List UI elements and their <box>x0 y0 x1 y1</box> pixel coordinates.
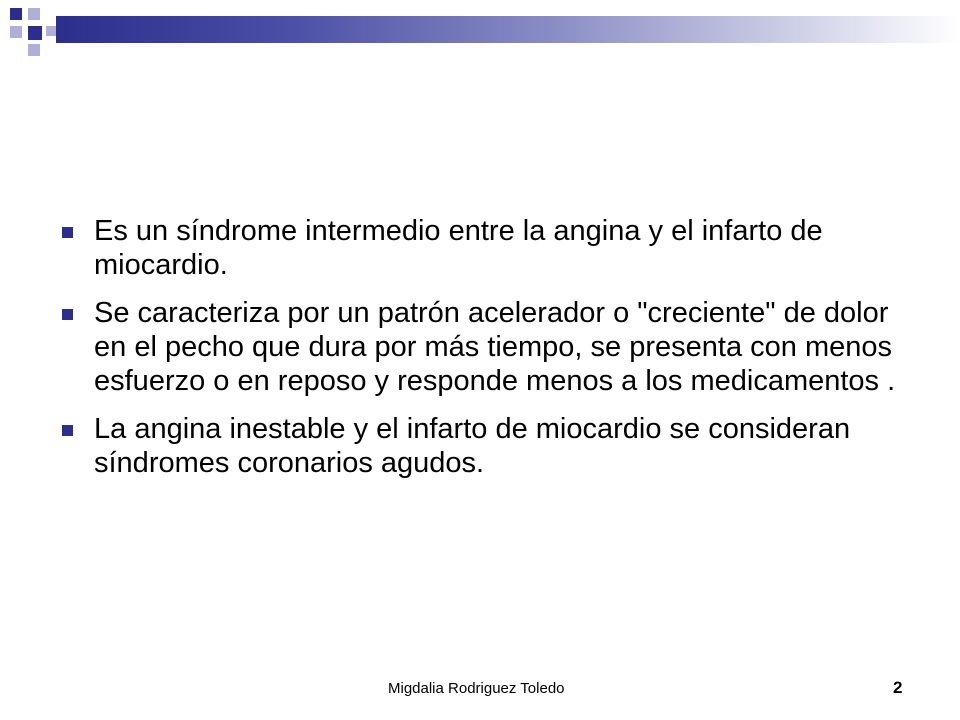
deco-square <box>28 26 42 40</box>
deco-square <box>10 26 22 38</box>
slide-content <box>60 214 920 494</box>
bullet-text: La angina inestable y el infarto de miocardio se consideran síndromes coronarios agudos. <box>94 413 851 479</box>
square-bullet-icon <box>62 309 73 320</box>
deco-square <box>28 8 40 20</box>
square-bullet-icon <box>62 425 73 436</box>
square-bullet-icon <box>62 227 73 238</box>
deco-square <box>28 44 40 56</box>
list-item <box>60 214 920 282</box>
deco-square <box>10 8 22 20</box>
page-number: 2 <box>893 678 903 697</box>
deco-square <box>46 26 56 36</box>
list-item <box>60 296 920 398</box>
bullet-text: Se caracteriza por un patrón acelerador o "creciente" de dolor en el pecho que dura por más tiempo, se presenta con menos esfuerzo o en reposo y responde menos a los medicamentos . <box>94 297 896 397</box>
footer-author: Migdalia Rodriguez Toledo <box>388 680 565 697</box>
list-item <box>60 412 920 480</box>
bullet-text: Es un síndrome intermedio entre la angina y el infarto de miocardio. <box>94 215 823 281</box>
bullet-list <box>60 214 920 480</box>
header-gradient-bar <box>56 16 960 43</box>
